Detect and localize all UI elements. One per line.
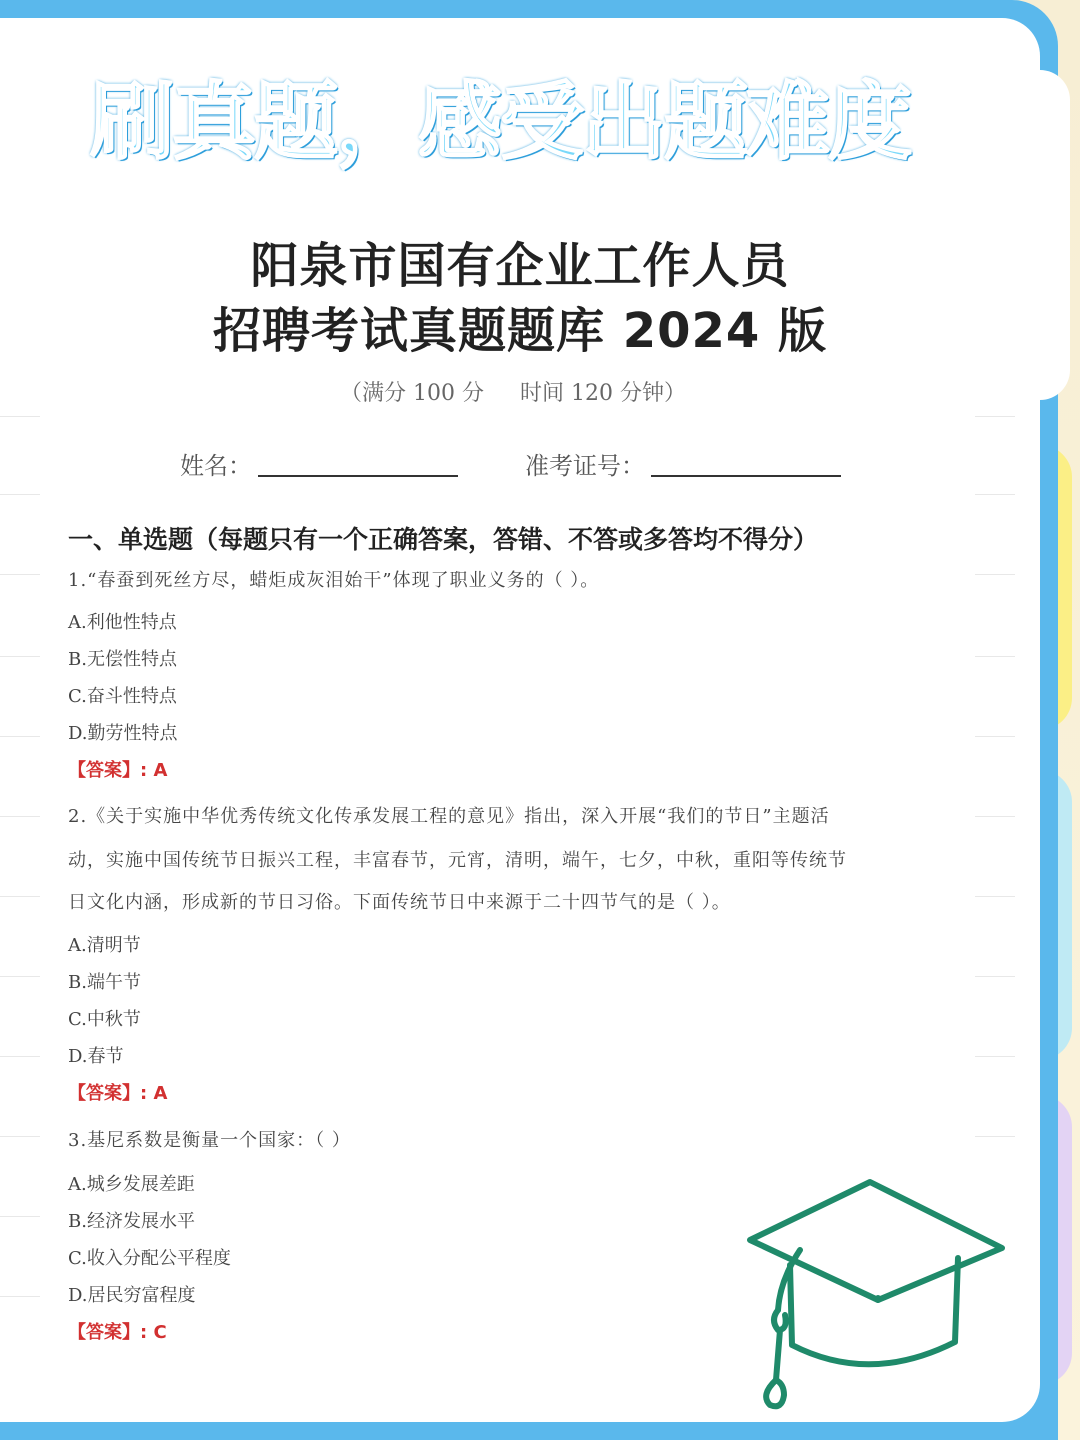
ruled-line <box>975 494 1015 495</box>
ruled-line <box>975 736 1015 737</box>
option: A.城乡发展差距 <box>68 1174 195 1195</box>
name-blank <box>258 474 458 477</box>
option: D.居民穷富程度 <box>68 1285 196 1306</box>
ruled-line <box>0 896 40 897</box>
ruled-line <box>0 1296 40 1297</box>
ruled-line <box>0 736 40 737</box>
option: C.奋斗性特点 <box>68 686 177 707</box>
option: D.勤劳性特点 <box>68 723 178 744</box>
ruled-line <box>975 1056 1015 1057</box>
option: B.端午节 <box>68 972 141 993</box>
option: C.中秋节 <box>68 1009 141 1030</box>
ticket-field <box>525 446 841 481</box>
ruled-line <box>975 1136 1015 1137</box>
ruled-line <box>0 1136 40 1137</box>
ruled-line <box>975 574 1015 575</box>
ruled-line <box>0 574 40 575</box>
ruled-line <box>975 976 1015 977</box>
ruled-line <box>975 656 1015 657</box>
ruled-line <box>0 816 40 817</box>
ruled-line <box>0 494 40 495</box>
answer-3: 【答案】: C <box>68 1322 167 1343</box>
ruled-line <box>975 816 1015 817</box>
ticket-label: 准考证号： <box>525 452 645 480</box>
exam-time: 时间 120 分钟） <box>520 381 686 406</box>
ruled-line <box>0 1216 40 1217</box>
name-field <box>180 446 458 481</box>
question-2-text: 2.《关于实施中华优秀传统文化传承发展工程的意见》指出，深入开展“我们的节日”主题活 <box>68 806 830 827</box>
doc-title-line2: 招聘考试真题题库 2024 版 <box>212 303 828 359</box>
option: A.清明节 <box>68 935 141 956</box>
question-2-text: 日文化内涵，形成新的节日习俗。下面传统节日中来源于二十四节气的是（ ）。 <box>68 892 731 913</box>
ticket-blank <box>651 474 841 477</box>
option: B.经济发展水平 <box>68 1211 195 1232</box>
ruled-line <box>0 1056 40 1057</box>
question-2-text: 动，实施中国传统节日振兴工程，丰富春节，元宵，清明，端午，七夕，中秋，重阳等传统节 <box>68 850 847 871</box>
option: B.无偿性特点 <box>68 649 177 670</box>
answer-1: 【答案】: A <box>68 760 168 781</box>
ruled-line <box>0 976 40 977</box>
option: C.收入分配公平程度 <box>68 1248 231 1269</box>
graduation-cap-icon <box>740 1170 1020 1420</box>
ruled-line <box>975 416 1015 417</box>
full-score: （满分 100 分 <box>340 381 484 406</box>
ruled-line <box>975 896 1015 897</box>
section-title: 一、单选题（每题只有一个正确答案，答错、不答或多答均不得分） <box>68 525 819 554</box>
answer-2: 【答案】: A <box>68 1083 168 1104</box>
banner-headline: 刷真题，感受出题难度 <box>90 73 911 171</box>
ruled-line <box>0 656 40 657</box>
option: D.春节 <box>68 1046 124 1067</box>
option: A.利他性特点 <box>68 612 177 633</box>
ruled-line <box>0 416 40 417</box>
question-1-text: 1.“春蚕到死丝方尽，蜡炬成灰泪始干”体现了职业义务的（ ）。 <box>68 570 600 591</box>
doc-title-line1: 阳泉市国有企业工作人员 <box>250 238 790 294</box>
name-label: 姓名： <box>180 452 252 480</box>
question-3-text: 3.基尼系数是衡量一个国家：（ ） <box>68 1130 351 1151</box>
